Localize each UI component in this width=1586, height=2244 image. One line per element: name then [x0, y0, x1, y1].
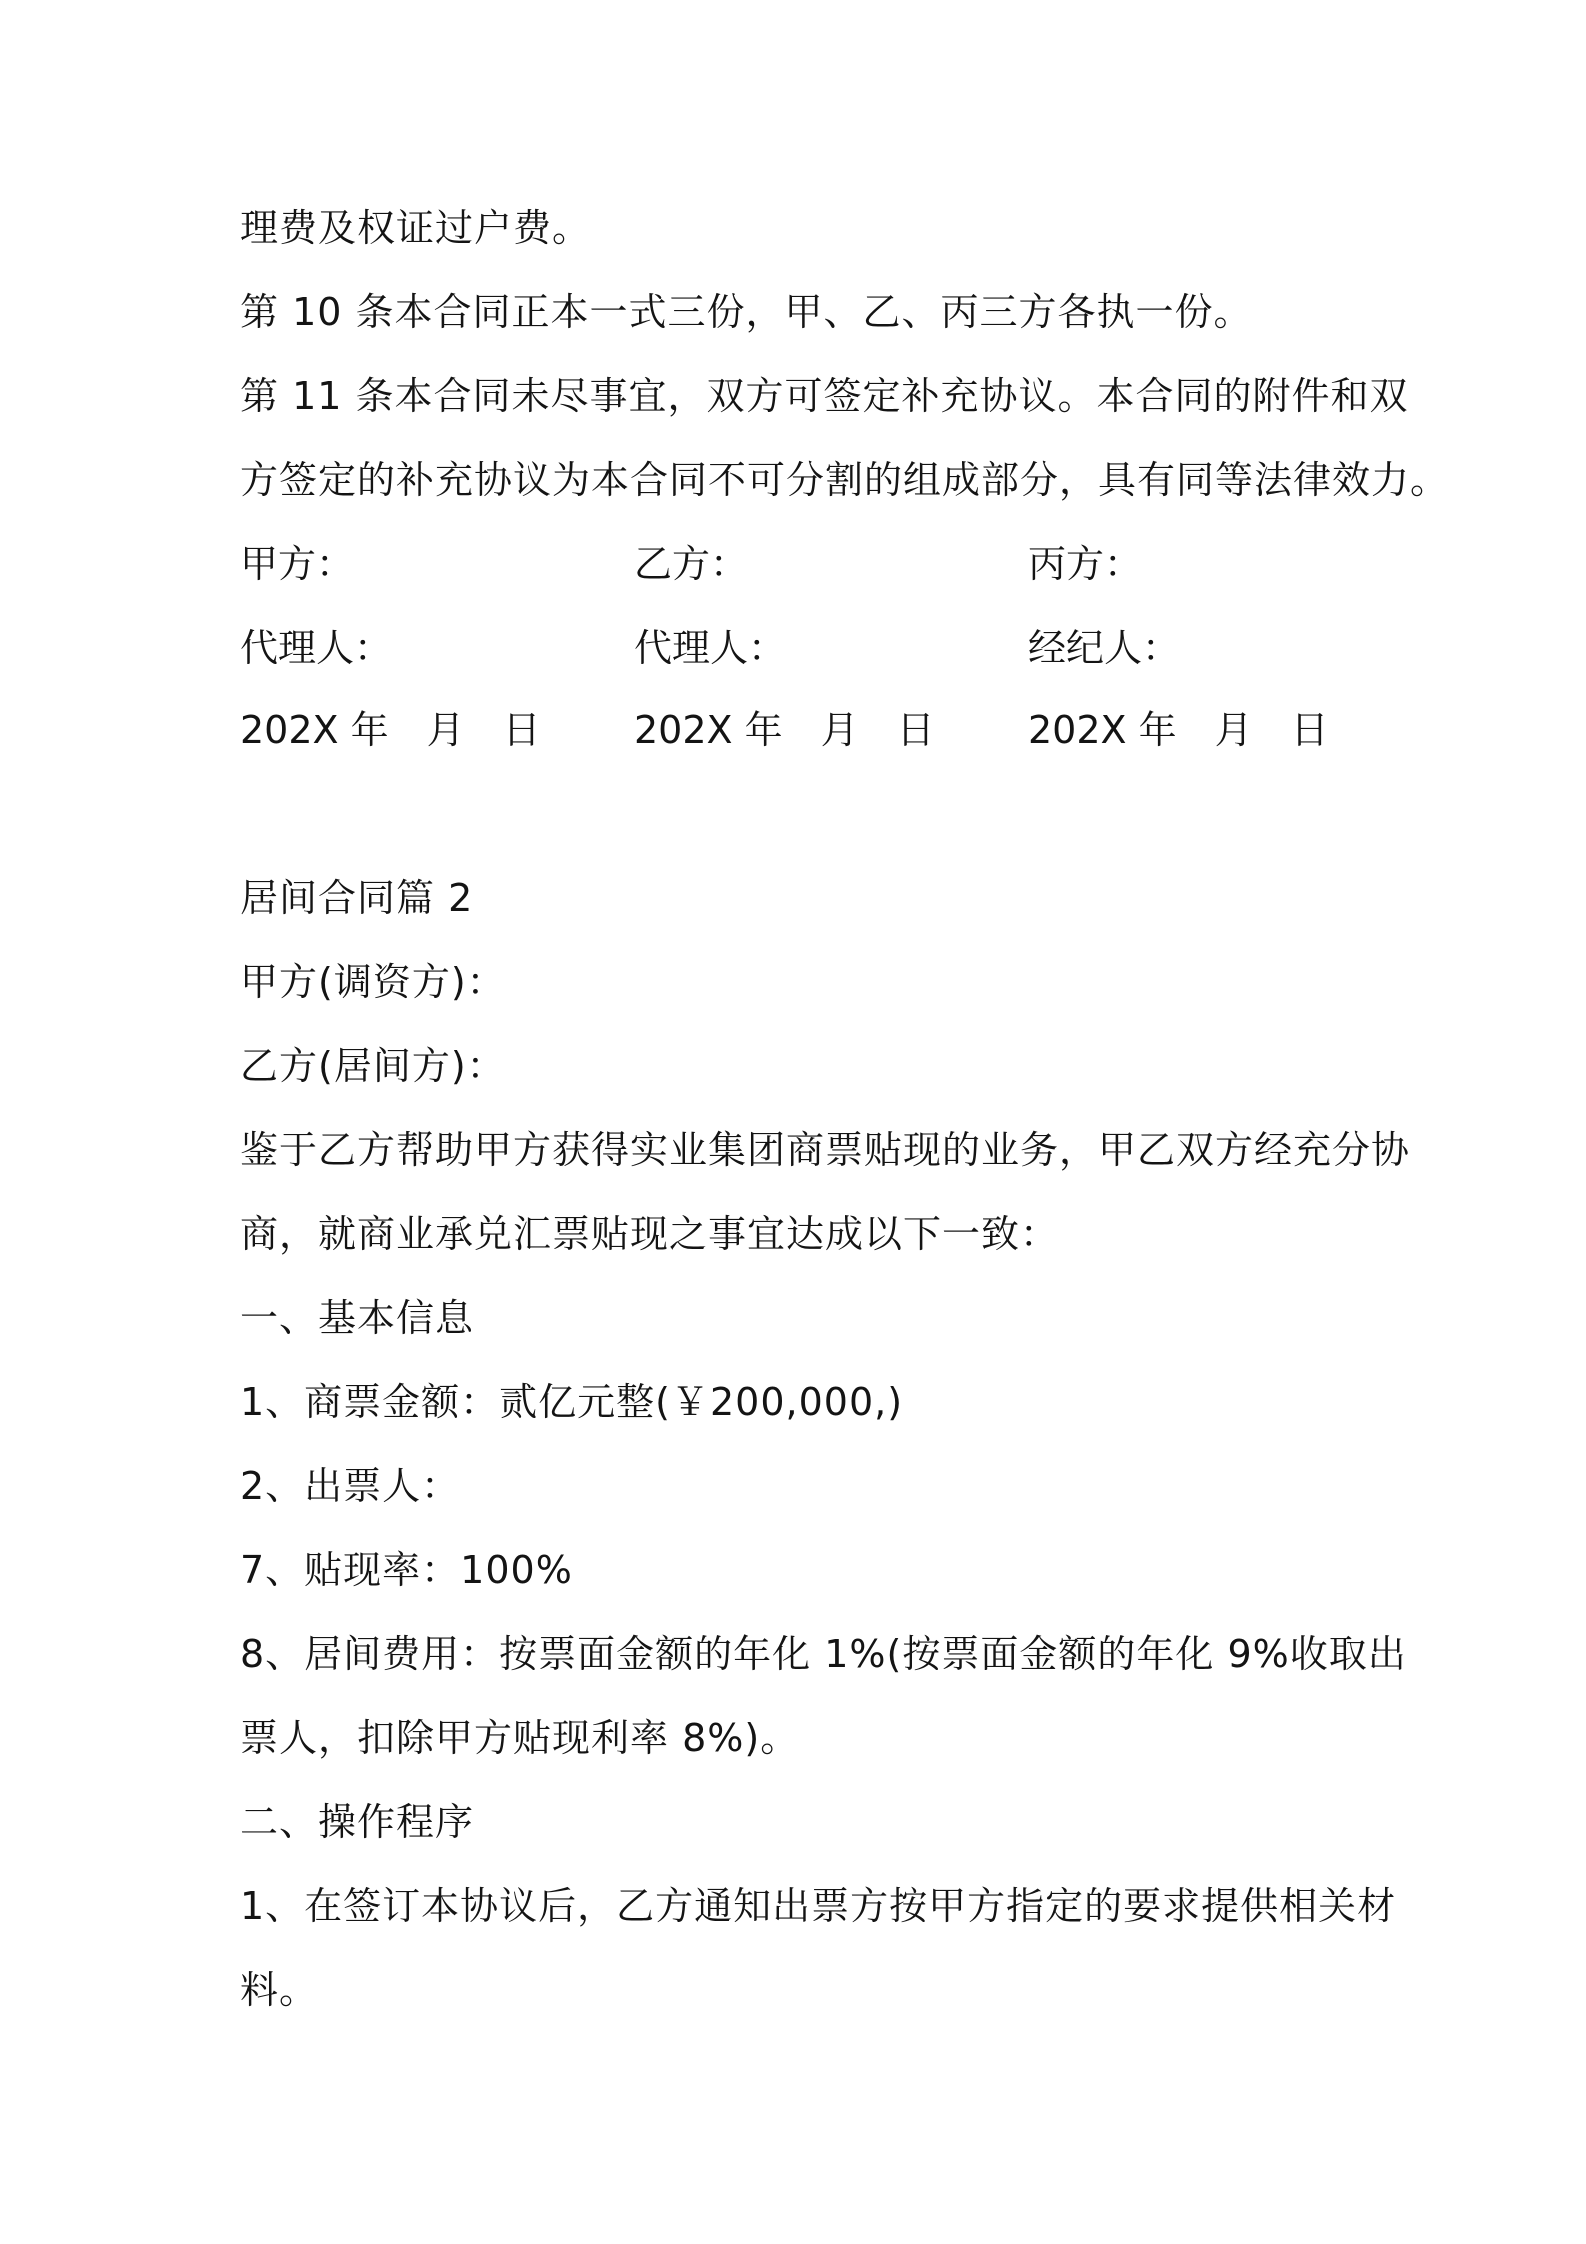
agent-a-label: 代理人：: [240, 626, 393, 670]
clause-11-line1: 第 11 条本合同未尽事宜，双方可签定补充协议。本合同的附件和双: [240, 374, 1409, 418]
paragraph-line: 理费及权证过户费。: [240, 206, 592, 250]
date-b: [634, 706, 935, 754]
date-day: 日: [502, 708, 541, 752]
clause-10: 第 10 条本合同正本一式三份，甲、乙、丙三方各执一份。: [240, 290, 1253, 334]
date-year: 202X 年: [1028, 708, 1177, 752]
party-c-label: 丙方：: [1028, 542, 1143, 586]
clause-11-line2: 方签定的补充协议为本合同不可分割的组成部分，具有同等法律效力。: [240, 458, 1450, 502]
section-title: 居间合同篇 2: [240, 876, 474, 920]
procedure-1-line2: 料。: [240, 1968, 319, 2012]
date-day: 日: [1290, 708, 1329, 752]
item-discount-rate: 7、贴现率：100%: [240, 1548, 573, 1592]
date-year: 202X 年: [240, 708, 389, 752]
item-fee-line2: 票人，扣除甲方贴现利率 8%)。: [240, 1716, 800, 1760]
broker-label: 经纪人：: [1028, 626, 1181, 670]
date-day: 日: [896, 708, 935, 752]
party-a-funding: 甲方(调资方)：: [240, 960, 506, 1004]
item-drawer: 2、出票人：: [240, 1464, 461, 1508]
date-year: 202X 年: [634, 708, 783, 752]
party-b-intermediary: 乙方(居间方)：: [240, 1044, 506, 1088]
party-b-label: 乙方：: [634, 542, 749, 586]
heading-procedure: 二、操作程序: [240, 1800, 475, 1844]
item-fee-line1: 8、居间费用：按票面金额的年化 1%(按票面金额的年化 9%收取出: [240, 1632, 1407, 1676]
party-a-label: 甲方：: [240, 542, 355, 586]
date-month: 月: [426, 708, 465, 752]
date-a: [240, 706, 541, 754]
preamble-line1: 鉴于乙方帮助甲方获得实业集团商票贴现的业务，甲乙双方经充分协: [240, 1128, 1411, 1172]
item-amount: 1、商票金额：贰亿元整(￥200,000,): [240, 1380, 904, 1424]
preamble-line2: 商，就商业承兑汇票贴现之事宜达成以下一致：: [240, 1212, 1060, 1256]
date-month: 月: [820, 708, 859, 752]
date-month: 月: [1214, 708, 1253, 752]
procedure-1-line1: 1、在签订本协议后，乙方通知出票方按甲方指定的要求提供相关材: [240, 1884, 1397, 1928]
heading-basic-info: 一、基本信息: [240, 1296, 475, 1340]
agent-b-label: 代理人：: [634, 626, 787, 670]
date-c: [1028, 706, 1329, 754]
